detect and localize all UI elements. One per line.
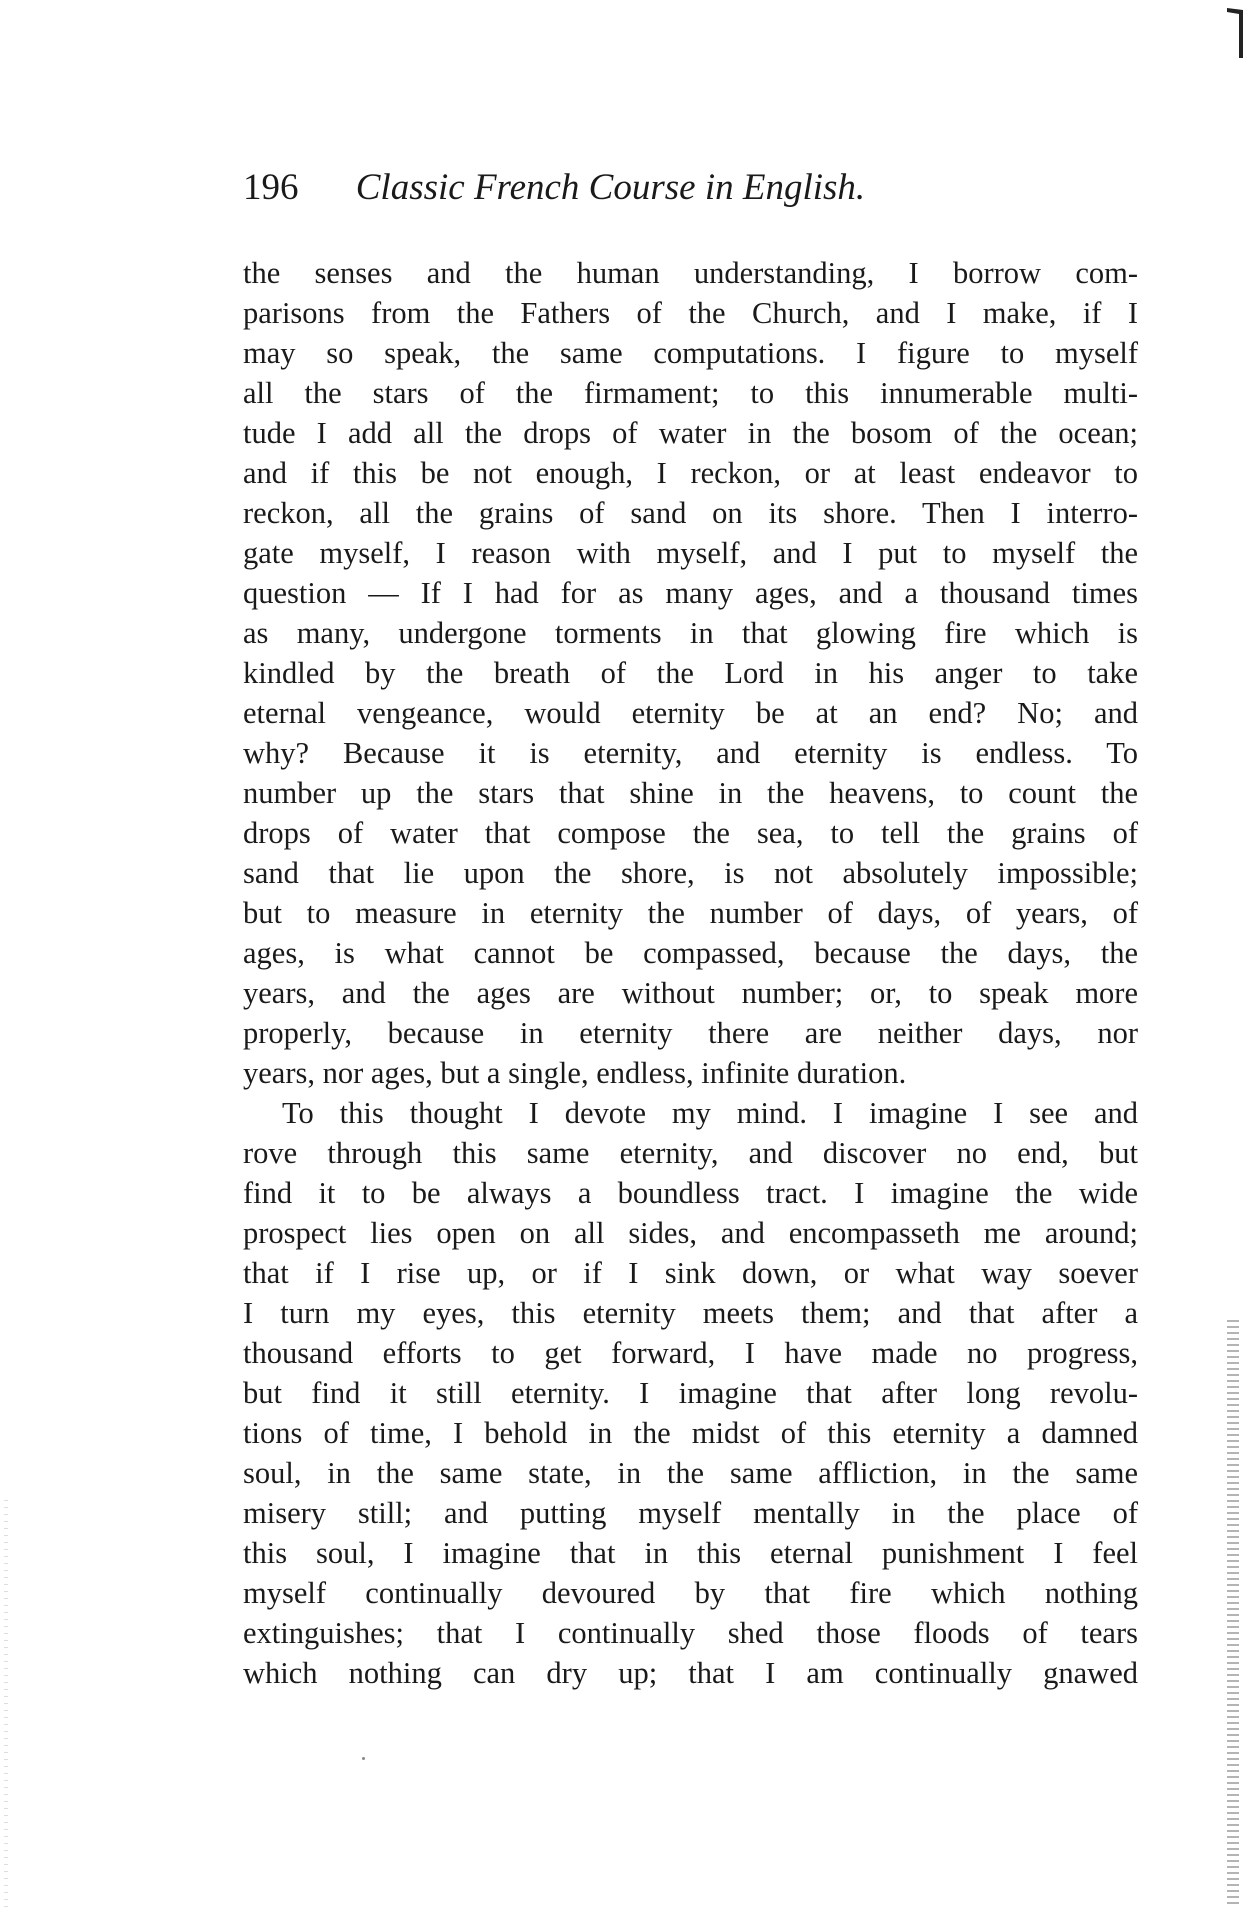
text-line: this soul, I imagine that in this eternal punishment I feel xyxy=(243,1536,1138,1570)
page-number: 196 xyxy=(243,167,299,208)
text-line: misery still; and putting myself mentally in the place of xyxy=(243,1496,1138,1530)
text-line: as many, undergone torments in that glowing fire which is xyxy=(243,616,1138,650)
text-line: eternal vengeance, would eternity be at an end? No; and xyxy=(243,696,1138,730)
scan-left-edge xyxy=(4,1500,8,1913)
text-line: may so speak, the same computations. I figure to myself xyxy=(243,336,1138,370)
text-line: which nothing can dry up; that I am continually gnawed xyxy=(243,1656,1138,1690)
text-line: sand that lie upon the shore, is not absolutely impossible; xyxy=(243,856,1138,890)
paper-speck xyxy=(362,1757,365,1760)
text-line: tude I add all the drops of water in the bosom of the ocean; xyxy=(243,416,1138,450)
text-line: all the stars of the firmament; to this innumerable multi- xyxy=(243,376,1138,410)
text-line: years, nor ages, but a single, endless, infinite duration. xyxy=(243,1056,907,1090)
text-line: To this thought I devote my mind. I imagine I see and xyxy=(282,1096,1138,1130)
text-line: number up the stars that shine in the heavens, to count the xyxy=(243,776,1138,810)
text-line: the senses and the human understanding, I borrow com- xyxy=(243,256,1138,290)
scan-right-edge xyxy=(1227,1320,1239,1905)
paragraph xyxy=(243,1093,1138,1693)
text-line: why? Because it is eternity, and eternity is endless. To xyxy=(243,736,1138,770)
text-line: thousand efforts to get forward, I have made no progress, xyxy=(243,1336,1138,1370)
text-line: and if this be not enough, I reckon, or at least endeavor to xyxy=(243,456,1138,490)
text-line: extinguishes; that I continually shed those floods of tears xyxy=(243,1616,1138,1650)
text-line: tions of time, I behold in the midst of this eternity a damned xyxy=(243,1416,1138,1450)
text-line: that if I rise up, or if I sink down, or what way soever xyxy=(243,1256,1138,1290)
text-line: but find it still eternity. I imagine that after long revolu- xyxy=(243,1376,1138,1410)
text-line: drops of water that compose the sea, to tell the grains of xyxy=(243,816,1138,850)
text-line: kindled by the breath of the Lord in his anger to take xyxy=(243,656,1138,690)
text-line: I turn my eyes, this eternity meets them; and that after a xyxy=(243,1296,1138,1330)
text-line: myself continually devoured by that fire which nothing xyxy=(243,1576,1138,1610)
text-line: parisons from the Fathers of the Church, and I make, if I xyxy=(243,296,1138,330)
text-line: years, and the ages are without number; or, to speak more xyxy=(243,976,1138,1010)
page-corner-mark xyxy=(1225,0,1245,60)
paragraph xyxy=(243,253,1138,1093)
text-line: but to measure in eternity the number of days, of years, of xyxy=(243,896,1138,930)
text-line: ages, is what cannot be compassed, because the days, the xyxy=(243,936,1138,970)
text-line: properly, because in eternity there are neither days, nor xyxy=(243,1016,1138,1050)
text-line: reckon, all the grains of sand on its shore. Then I interro- xyxy=(243,496,1138,530)
text-line: soul, in the same state, in the same affliction, in the same xyxy=(243,1456,1138,1490)
running-header xyxy=(243,163,1043,213)
running-title: Classic French Course in English. xyxy=(355,167,866,208)
text-line: prospect lies open on all sides, and encompasseth me around; xyxy=(243,1216,1138,1250)
text-line: find it to be always a boundless tract. I imagine the wide xyxy=(243,1176,1138,1210)
text-line: rove through this same eternity, and discover no end, but xyxy=(243,1136,1138,1170)
text-line: question — If I had for as many ages, and a thousand times xyxy=(243,576,1138,610)
body-text xyxy=(243,253,1138,1693)
text-line: gate myself, I reason with myself, and I put to myself the xyxy=(243,536,1138,570)
